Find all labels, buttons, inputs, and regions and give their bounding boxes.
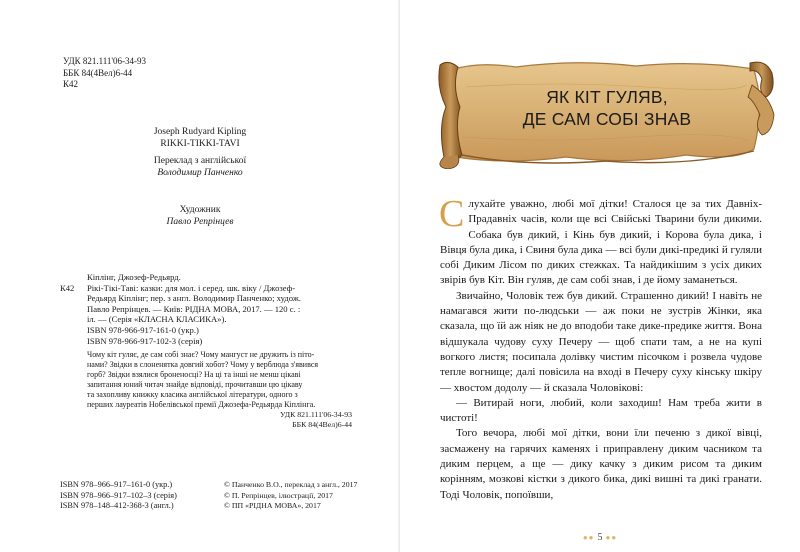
catalog-bbk: ББК 84(4Вел)6-44 bbox=[292, 419, 352, 429]
catalog-description-text bbox=[87, 283, 301, 325]
udk-block bbox=[63, 56, 146, 91]
catalog-author-heading: Кіплінг, Джозеф-Редьярд. bbox=[87, 272, 181, 282]
folio-ornament-left: ●● bbox=[582, 533, 598, 542]
translation-label: Переклад з англійської bbox=[153, 156, 247, 166]
artist-credits bbox=[0, 204, 400, 228]
translator-name: Володимир Панченко bbox=[157, 168, 243, 178]
annotation-line: Чому кіт гуляє, де сам собі знає? Чому мангуст не дружить із піто- bbox=[87, 350, 315, 360]
story-paragraph: Того вечора, любі мої дітки, вони їли печеню з дикої вівці, засмажену на гарячих каменях і приправлену диким часником та диким перцем, а ще — дику качку з диким рисом та диким корінням, мозкові кістки з дикого бика, дикі вишні та дикі гранати. Тоді Чоловік, попоївши, bbox=[440, 427, 762, 501]
catalog-code: К42 bbox=[60, 282, 75, 293]
scroll-left-curl-tail bbox=[440, 155, 459, 169]
catalog-description-line: іл. — (Серія «КЛАСНА КЛАСИКА»). bbox=[87, 314, 227, 325]
artist-name: Павло Репрінцев bbox=[166, 217, 234, 227]
isbn-block bbox=[60, 480, 177, 512]
copyright-line: © ПП «РІДНА МОВА», 2017 bbox=[224, 501, 321, 511]
chapter-title-line: ЯК КІТ ГУЛЯВ, bbox=[546, 87, 668, 107]
folio-ornament-right: ●● bbox=[602, 533, 618, 542]
catalog-description-line: Рікі-Тікі-Таві: казки: для мол. і серед. шк. віку / Джозеф- bbox=[87, 282, 296, 293]
isbn-line: ISBN 978–148–412-368-3 (англ.) bbox=[60, 501, 174, 511]
annotation-line: горб? Звідки взялися броненосці? На ці та інші не менш цікаві bbox=[87, 370, 301, 380]
author-mark: К42 bbox=[63, 79, 79, 89]
annotation-line: нами? Звідки в слоненятка довгий хобот? Чому у верблюда з'явився bbox=[87, 360, 319, 370]
annotation-line: перших лауреатів Нобелівської премії Джозефа-Редьярда Кіплінга. bbox=[87, 400, 316, 410]
catalog-description-line: Редьярд Кіплінг; пер. з англ. Володимир Панченко; худож. bbox=[87, 293, 301, 304]
catalog-description-line: Павло Репрінцев. — Київ: РІДНА МОВА, 2017. — 120 с. : bbox=[87, 303, 301, 314]
artist-label: Художник bbox=[179, 205, 221, 215]
isbn-line: ISBN 978–966–917–102–3 (серія) bbox=[60, 490, 177, 500]
dropcap-letter: С bbox=[439, 193, 465, 235]
story-paragraph bbox=[439, 193, 762, 289]
right-page-story bbox=[400, 0, 800, 552]
copyright-line: © П. Репрінцев, ілюстрації, 2017 bbox=[224, 490, 333, 500]
original-title: RIKKI-TIKKI-TAVI bbox=[160, 139, 240, 149]
chapter-title bbox=[436, 86, 778, 130]
translation-credits bbox=[0, 155, 400, 179]
chapter-title-line: ДЕ САМ СОБІ ЗНАВ bbox=[522, 109, 692, 129]
copyright-block bbox=[224, 480, 357, 512]
story-paragraph: Звичайно, Чоловік теж був дикий. Страшенно дикий! І навіть не намагався жити по-людськи — аж поки не зустрів Жінки, яка сказала, що їй аж ніяк не до вподоби таке дике-предике життя. Вона відшукала чудову суху Печеру — щоб спати там, а не на купі вогкого листя; посипала долівку чистим пісочком і розвела чудове тепле вогнище; далі повісила на вході в Печеру суху кінську шкіру — хвостом додолу — й сказала Чоловікові: bbox=[440, 289, 762, 394]
udk-line: УДК 821.111'06-34-93 bbox=[63, 56, 147, 66]
page-number: 5 bbox=[597, 532, 603, 543]
annotation-line: запитання юний читач знайде відповіді, прочитавши цю цікаву bbox=[87, 380, 303, 390]
story-text bbox=[439, 193, 762, 503]
catalog-isbn-line: ISBN 978-966-917-161-0 (укр.) bbox=[87, 324, 199, 335]
catalog-udk: УДК 821.111'06-34-93 bbox=[280, 410, 352, 420]
annotation-line: та захопливу книжку класика англійської літератури, одного з bbox=[87, 390, 298, 400]
isbn-line: ISBN 978–966–917–161-0 (укр.) bbox=[60, 480, 173, 489]
bbk-line: ББК 84(4Вел)6-44 bbox=[63, 67, 133, 78]
catalog-isbn-line: ISBN 978-966-917-102-3 (серія) bbox=[87, 335, 203, 346]
catalog-record bbox=[60, 272, 352, 429]
catalog-annotation bbox=[60, 350, 352, 410]
catalog-codes-right bbox=[60, 410, 352, 429]
story-paragraph: — Витирай ноги, любий, коли заходиш! Нам треба жити в чистоті! bbox=[440, 396, 762, 425]
page-number-footer bbox=[400, 532, 800, 543]
original-credits bbox=[0, 126, 400, 150]
copyright-line: © Панченко В.О., переклад з англ., 2017 bbox=[224, 480, 358, 489]
original-author: Joseph Rudyard Kipling bbox=[153, 127, 247, 137]
paragraph-text: лухайте уважно, любі мої дітки! Сталося це за тих Давніх-Прадавніх часів, коли ще всі Свійські Тварини були дикими. Собака був дикий, і Кінь був дикий, і Корова була дика, і Вівця була дика, і Свиня була дика — всі були дикі-предикі й гуляли собі Диким Лісом по диких стежках. Та найдикішим з усіх диких звірів був Кіт. Він гуляв, де сам собі знав, і де йому заманеться. bbox=[440, 198, 762, 287]
catalog-description bbox=[60, 283, 352, 325]
